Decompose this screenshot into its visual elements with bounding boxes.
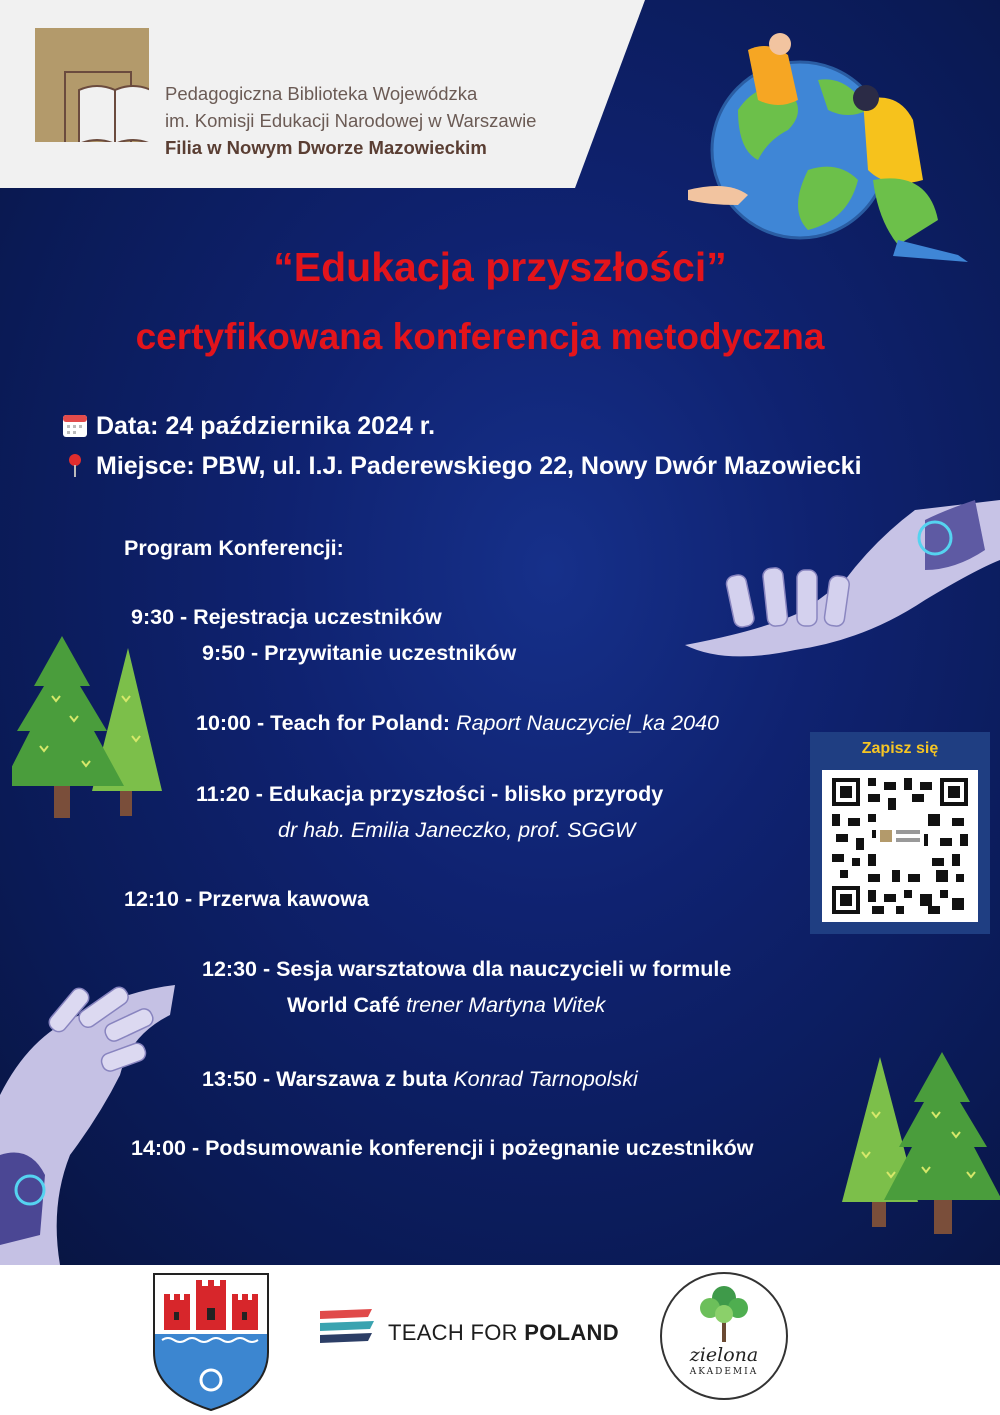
program-item-extra: trener Martyna Witek [406,993,606,1017]
book-logo-icon [35,28,149,142]
program-item [196,711,719,736]
date-row [62,412,435,441]
teach-for-poland-logo [388,1320,619,1346]
tfp-text-light: TEACH FOR [388,1320,525,1345]
globe-people-icon [688,30,978,270]
tree-logo-icon [696,1284,752,1342]
program-item: 11:20 - Edukacja przyszłości - blisko przyrody [196,782,664,806]
program-item: 12:30 - Sesja warsztatowa dla nauczycieli w formule [202,957,732,981]
conference-subtitle: certyfikowana konferencja metodyczna [135,316,825,357]
program-item-main: World Café [287,993,401,1017]
tfp-text-bold: POLAND [524,1320,619,1345]
calendar-icon [62,412,88,438]
program-item-speaker [278,818,635,843]
zielona-akademia-logo [660,1272,788,1400]
program-item [202,1067,638,1092]
program-item-main: 13:50 - Warszawa z buta [202,1067,448,1091]
akademia-text: AKADEMIA [689,1367,759,1377]
program-item: 9:50 - Przywitanie uczestników [202,641,517,665]
library-line-2: im. Komisji Edukacji Narodowej w Warszawie [165,110,537,131]
program-item: 14:00 - Podsumowanie konferencji i pożegnanie uczestników [131,1136,754,1160]
signup-qr-panel[interactable] [810,732,990,934]
zielona-text: zielona [689,1344,759,1366]
robot-hand-icon [685,480,1000,680]
program-heading: Program Konferencji: [124,536,344,560]
program-item-extra: dr hab. Emilia Janeczko, prof. SGGW [278,818,636,842]
date-text: Data: 24 października 2024 r. [96,412,436,440]
program-item-extra: Raport Nauczyciel_ka 2040 [456,711,719,735]
library-branch: Filia w Nowym Dworze Mazowieckim [165,137,487,158]
coat-of-arms-icon [152,1272,270,1412]
conference-title: “Edukacja przyszłości” [273,244,727,290]
qr-code-icon[interactable] [832,778,968,914]
tree-icon [842,1052,1000,1237]
signup-label: Zapisz się [861,740,939,757]
qr-code-container[interactable] [822,770,978,922]
program-item-extra: Konrad Tarnopolski [453,1067,638,1091]
teach-for-poland-logo-icon [318,1307,376,1351]
place-text: Miejsce: PBW, ul. I.J. Paderewskiego 22, Nowy Dwór Mazowiecki [96,452,862,480]
robot-hand-icon [0,975,180,1265]
tree-icon [12,636,167,821]
place-row [62,452,862,481]
library-line-1: Pedagogiczna Biblioteka Wojewódzka [165,83,478,104]
program-item: 9:30 - Rejestracja uczestników [131,605,442,629]
program-item: 12:10 - Przerwa kawowa [124,887,369,911]
program-item-main: 10:00 - Teach for Poland: [196,711,451,735]
map-pin-icon [62,452,88,478]
program-item [287,993,605,1018]
library-name [165,80,536,161]
